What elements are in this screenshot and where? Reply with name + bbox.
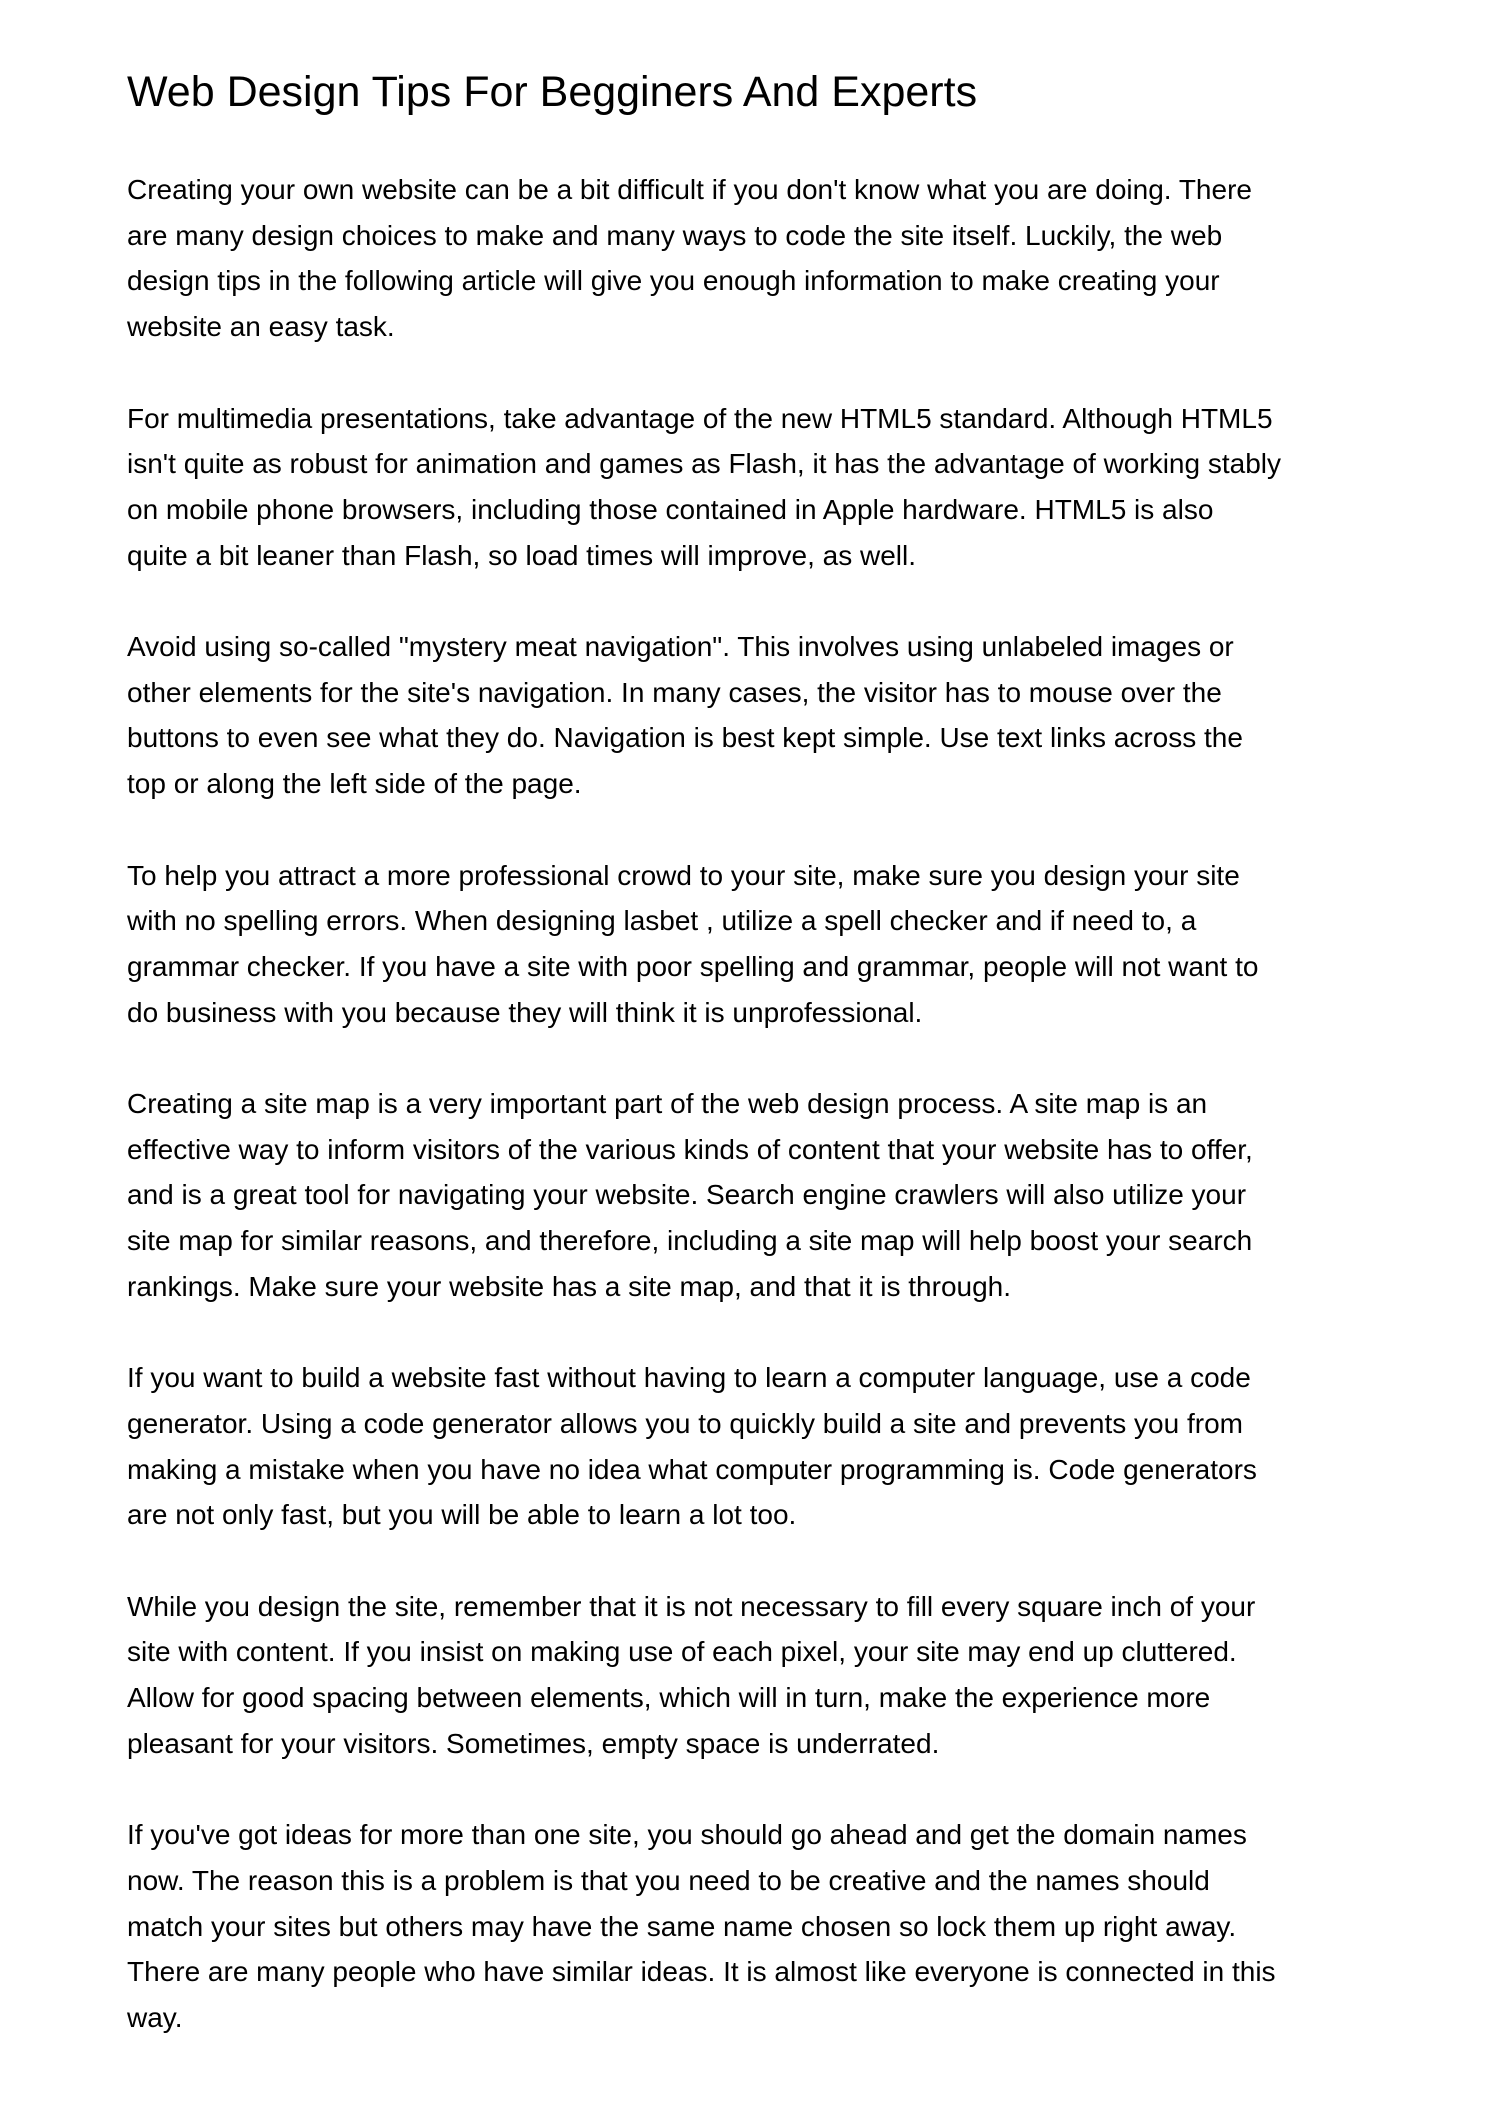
text-line: Creating a site map is a very important part of the web design process. A site map is an xyxy=(127,1088,1208,1119)
text-line: top or along the left side of the page. xyxy=(127,768,582,800)
text-line: do business with you because they will think it is unprofessional. xyxy=(127,996,923,1028)
text-line: quite a bit leaner than Flash, so load times will improve, as well. xyxy=(127,539,917,571)
text-line: While you design the site, remember that it is not necessary to fill every square inch of your xyxy=(127,1590,1256,1622)
text-line: site map for similar reasons, and therefore, including a site map will help boost your search xyxy=(127,1225,1253,1257)
paragraph xyxy=(127,396,1427,579)
text-line: Creating your own website can be a bit difficult if you don't know what you are doing. There xyxy=(127,174,1252,205)
text-line: with no spelling errors. When designing lasbet , utilize a spell checker and if need to, a xyxy=(127,905,1197,937)
paragraph xyxy=(127,1812,1427,2041)
text-line: Allow for good spacing between elements, which will in turn, make the experience more xyxy=(127,1682,1211,1714)
text-line: If you want to build a website fast without having to learn a computer language, use a code xyxy=(127,1362,1251,1394)
paragraph xyxy=(127,1355,1427,1538)
paragraph xyxy=(127,624,1427,807)
paragraph xyxy=(127,167,1427,350)
text-line: other elements for the site's navigation. In many cases, the visitor has to mouse over the xyxy=(127,676,1222,708)
text-line: effective way to inform visitors of the various kinds of content that your website has to offer, xyxy=(127,1133,1253,1165)
text-line: match your sites but others may have the same name chosen so lock them up right away. xyxy=(127,1910,1237,1942)
paragraph xyxy=(127,1584,1427,1767)
text-line: If you've got ideas for more than one site, you should go ahead and get the domain names xyxy=(127,1819,1247,1851)
page-title: Web Design Tips For Begginers And Experts xyxy=(127,68,978,116)
text-line: website an easy task. xyxy=(127,311,395,343)
text-line: buttons to even see what they do. Navigation is best kept simple. Use text links across the xyxy=(127,722,1243,754)
text-line: There are many people who have similar ideas. It is almost like everyone is connected in this xyxy=(127,1956,1276,1988)
text-line: site with content. If you insist on making use of each pixel, your site may end up cluttered. xyxy=(127,1636,1237,1668)
paragraph xyxy=(127,1081,1427,1310)
text-line: pleasant for your visitors. Sometimes, empty space is underrated. xyxy=(127,1727,940,1759)
text-line: Avoid using so-called "mystery meat navigation". This involves using unlabeled images or xyxy=(127,631,1234,662)
text-line: now. The reason this is a problem is that you need to be creative and the names should xyxy=(127,1864,1210,1896)
text-line: generator. Using a code generator allows you to quickly build a site and prevents you from xyxy=(127,1407,1243,1439)
text-line: are not only fast, but you will be able to learn a lot too. xyxy=(127,1499,797,1531)
text-line: making a mistake when you have no idea what computer programming is. Code generators xyxy=(127,1453,1257,1485)
paragraph xyxy=(127,853,1427,1036)
text-line: design tips in the following article will give you enough information to make creating your xyxy=(127,265,1220,297)
text-line: To help you attract a more professional crowd to your site, make sure you design your site xyxy=(127,859,1240,891)
text-line: rankings. Make sure your website has a site map, and that it is through. xyxy=(127,1270,1012,1302)
text-line: are many design choices to make and many ways to code the site itself. Luckily, the web xyxy=(127,219,1223,251)
text-line: isn't quite as robust for animation and games as Flash, it has the advantage of working stably xyxy=(127,448,1281,480)
text-line: grammar checker. If you have a site with poor spelling and grammar, people will not want to xyxy=(127,950,1259,982)
text-line: and is a great tool for navigating your website. Search engine crawlers will also utilize your xyxy=(127,1179,1247,1211)
text-line: on mobile phone browsers, including those contained in Apple hardware. HTML5 is also xyxy=(127,493,1214,525)
text-line: For multimedia presentations, take advantage of the new HTML5 standard. Although HTML5 xyxy=(127,402,1273,434)
text-line: way. xyxy=(127,2002,183,2034)
article-body xyxy=(127,167,1427,2086)
